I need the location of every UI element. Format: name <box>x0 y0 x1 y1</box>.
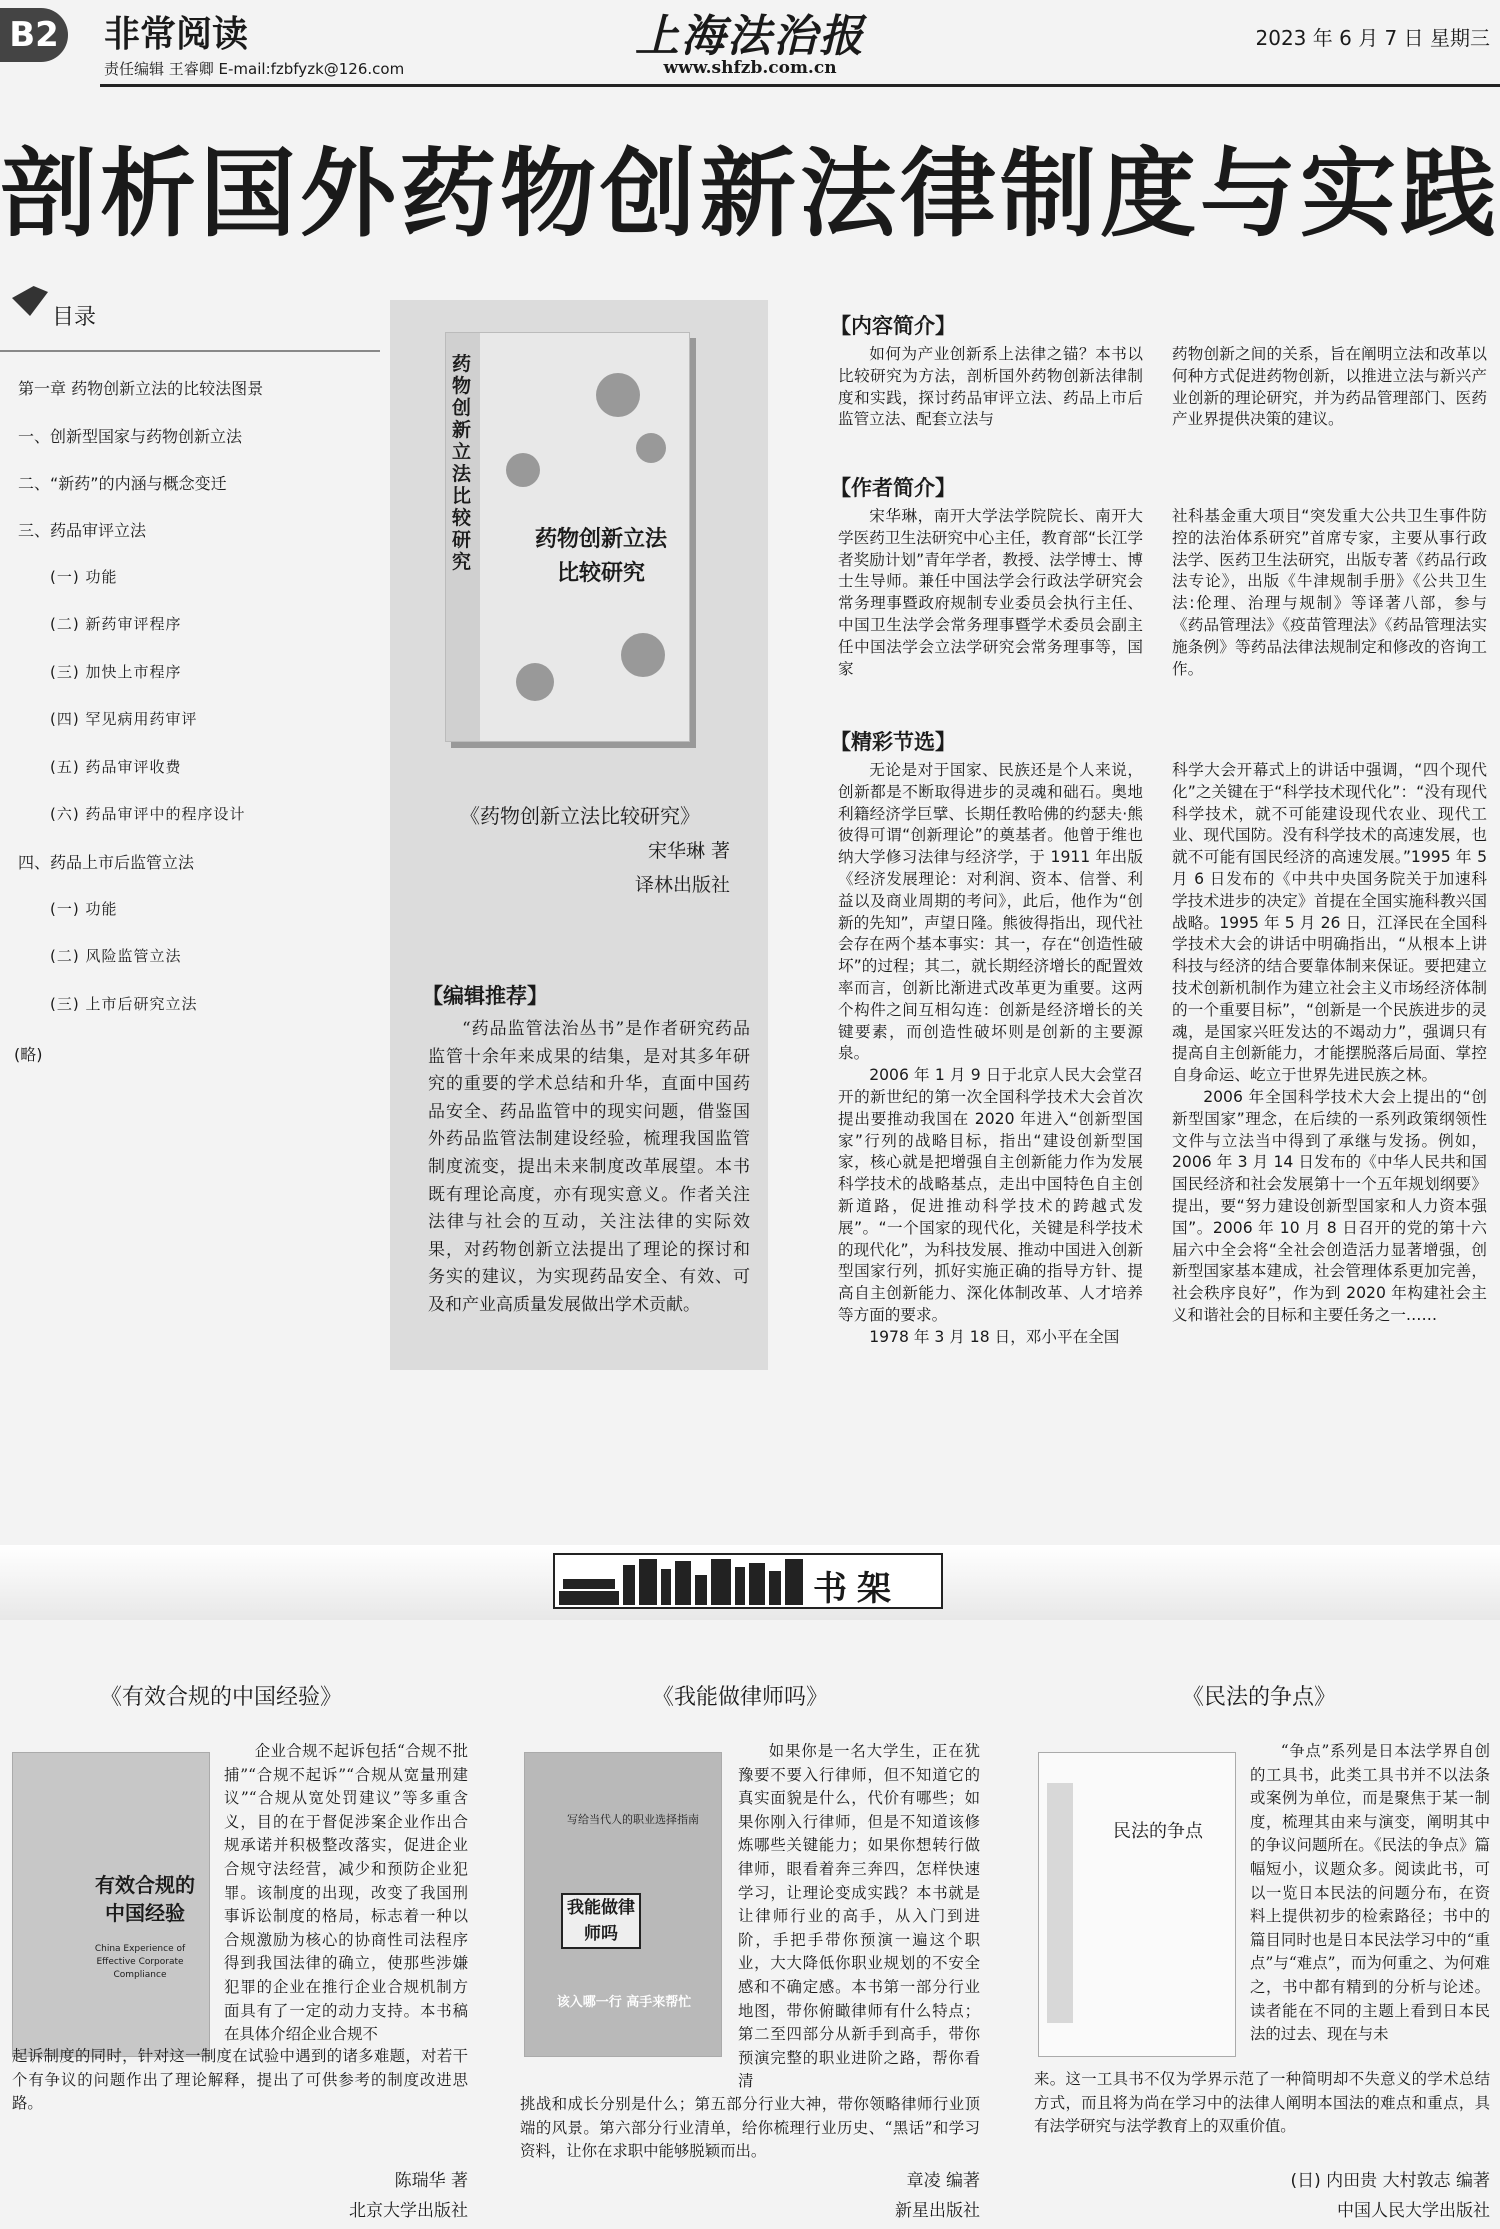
review-cover-title: 我能做律师吗 <box>561 1893 641 1949</box>
review-cover-subtitle: China Experience of Effective Corporate Compliance <box>94 1944 186 1980</box>
toc-item: (三) 加快上市程序 <box>50 663 182 681</box>
toc-item: (四) 罕见病用药审评 <box>50 710 198 728</box>
author-col-1 <box>838 506 1143 680</box>
book-author: 宋华琳 著 <box>647 840 730 862</box>
author-heading: 【作者简介】 <box>830 476 956 500</box>
review-body-cont <box>1034 2068 1490 2139</box>
content-col-1 <box>838 344 1143 431</box>
review-author: 陈瑞华 著 <box>394 2171 468 2191</box>
toc-item: (六) 药品审评中的程序设计 <box>50 805 246 823</box>
section-name: 非常阅读 <box>104 14 249 55</box>
paragraph: 挑战和成长分别是什么；第五部分行业大神，带你领略律师行业顶端的风景。第六部分行业清单，给你梳理行业历史、“黑话”和学习资料，让你在求职中能够脱颖而出。 <box>520 2095 980 2161</box>
website-link[interactable]: www.shfzb.com.cn <box>663 58 837 78</box>
content-col-2 <box>1172 344 1487 431</box>
review-cover <box>12 1752 210 2057</box>
paragraph: 1978 年 3 月 18 日，邓小平在全国 <box>869 1327 1120 1346</box>
newspaper-logo: 上海法治报 <box>635 11 865 62</box>
content-heading: 【内容简介】 <box>830 314 956 338</box>
review-body-cont <box>520 2093 980 2164</box>
toc-item: (一) 功能 <box>50 900 118 918</box>
review-cover <box>1038 1752 1236 2057</box>
shelf-label: 书架 <box>813 1569 901 1609</box>
review-body <box>1250 1740 1490 2047</box>
cover-spine-title: 药物创新立法比较研究 <box>452 353 472 573</box>
book-publisher: 译林出版社 <box>634 874 730 896</box>
review-body <box>224 1740 468 2047</box>
editor-line: 责任编辑 王睿卿 E-mail:fzbfyzk@126.com <box>104 60 405 78</box>
paragraph: 科学大会开幕式上的讲话中强调，“四个现代化”之关键在于“科学技术现代化”：“没有现代科学技术，就不可能建设现代农业、现代工业、现代国防。没有科学技术的高速发展，也就不可能有国民经济的高速发展。”1995 年 5 月 6 日发布的《中共中央国务院关于加速科学技术进步的决定》首提在全国实施科教兴国战略。1995 年 5 月 26 日，江泽民在全国科学技术大会的讲话中明确指出，“从根本上讲科技与经济的结合要靠体制来保证。要把建立技术创新机制作为建立社会主义市场经济体制的一个重要目标”，“创新是一个民族进步的灵魂，是国家兴旺发达的不竭动力”，强调只有提高自主创新能力，才能摆脱落后局面、掌控自身命运、屹立于世界先进民族之林。 <box>1172 761 1487 1085</box>
review-cover-subtitle: 写给当代人的职业选择指南 <box>567 1813 699 1826</box>
review-body <box>738 1740 980 2094</box>
toc-item: (一) 功能 <box>50 568 118 586</box>
bookshelf-icon <box>559 1559 809 1605</box>
review-title: 《有效合规的中国经验》 <box>100 1685 343 1710</box>
paragraph: 起诉制度的同时，针对这一制度在试验中遇到的诸多难题，对若干个有争议的问题作出了理论解释，提出了可供参考的制度改进思路。 <box>12 2047 468 2113</box>
review-publisher: 新星出版社 <box>895 2201 980 2221</box>
review-publisher: 中国人民大学出版社 <box>1337 2201 1490 2221</box>
review-title: 《我能做律师吗》 <box>652 1685 829 1710</box>
toc-title: 目录 <box>52 305 97 330</box>
review-title: 《民法的争点》 <box>1182 1685 1337 1710</box>
toc-item: (五) 药品审评收费 <box>50 758 182 776</box>
author-col-2 <box>1172 506 1487 680</box>
toc-item: 二、“新药”的内涵与概念变迁 <box>18 474 227 493</box>
paragraph: 企业合规不起诉包括“合规不批捕”“合规不起诉”“合规从宽量刑建议”“合规从宽处罚建议”等多重含义，目的在于督促涉案企业作出合规承诺并积极整改落实，促进企业合规守法经营，减少和预防企业犯罪。该制度的出现，改变了我国刑事诉讼制度的格局，标志着一种以合规激励为核心的协商性司法程序得到我国法律的确立，使那些涉嫌犯罪的企业在推行企业合规机制方面具有了一定的动力支持。本书稿在具体介绍企业合规不 <box>224 1742 468 2044</box>
paragraph: 如果你是一名大学生，正在犹豫要不要入行律师，但不知道它的真实面貌是什么，代价有哪些；如果你刚入行律师，但是不知道该修炼哪些关键能力；如果你想转行做律师，眼看着奔三奔四，怎样快速学习，让理论变成实践？本书就是让律师行业的高手，从入门到进阶，手把手带你预演一遍这个职业，大大降低你职业规划的不安全感和不确定感。本书第一部分行业地图，带你俯瞰律师有什么特点；第二至四部分从新手到高手，带你预演完整的职业进阶之路，帮你看清 <box>738 1742 980 2091</box>
toc-item: 第一章 药物创新立法的比较法图景 <box>18 379 264 398</box>
paragraph: 药物创新之间的关系，旨在阐明立法和改革以何种方式促进药物创新，以推进立法与新兴产业创新的理论研究，并为药品管理部门、医药产业界提供决策的建议。 <box>1172 345 1487 429</box>
paragraph: 社科基金重大项目“突发重大公共卫生事件防控的法治体系研究”首席专家，主要从事行政法学、医药卫生法研究，出版专著《药品行政法专论》，出版《牛津规制手册》《公共卫生法:伦理、治理与规制》等译著八部，参与《药品管理法》《疫苗管理法》《药品管理法实施条例》等药品法律法规制定和修改的咨询工作。 <box>1172 507 1487 678</box>
paragraph: 2006 年全国科学技术大会上提出的“创新型国家”理念，在后续的一系列政策纲领性文件与立法当中得到了承继与发扬。例如，2006 年 3 月 14 日发布的《中华人民共和国国民经济和社会发展第十一个五年规划纲要》提出，要“努力建设创新型国家和人力资本强国”。2006 年 10 月 8 日召开的党的第十六届六中全会将“全社会创造活力显著增强，创新型国家基本建成，社会管理体系更加完善，社会秩序良好”，作为到 2020 年构建社会主义和谐社会的目标和主要任务之一…… <box>1172 1087 1487 1324</box>
page-badge: B2 <box>0 8 68 62</box>
toc-item: 三、药品审评立法 <box>18 521 147 540</box>
paragraph: 2006 年 1 月 9 日于北京人民大会堂召开的新世纪的第一次全国科学技术大会首次提出要推动我国在 2020 年进入“创新型国家”行列的战略目标，指出“建设创新型国家，核心就是把增强自主创新能力作为发展科学技术的战略基点，走出中国特色自主创新道路，促进推动科学技术的跨越式发展”。“一个国家的现代化，关键是科学技术的现代化”，为科技发展、推动中国进入创新型国家行列，抓好实施正确的指导方针、提高自主创新能力、深化体制改革、人才培养等方面的要求。 <box>838 1066 1143 1324</box>
paragraph: “争点”系列是日本法学界自创的工具书，此类工具书并不以法条或案例为单位，而是聚焦于某一制度，梳理其由来与演变，阐明其中的争议问题所在。《民法的争点》篇幅短小，议题众多。阅读此书，可以一览日本民法的问题分布，在资料上提供初步的检索路径；书中的篇目同时也是日本民法学习中的“重点”与“难点”，而为何重之、为何难之，书中都有精到的分析与论述。读者能在不同的主题上看到日本民法的过去、现在与未 <box>1250 1742 1490 2044</box>
paragraph: 无论是对于国家、民族还是个人来说，创新都是不断取得进步的灵魂和础石。奥地利籍经济学巨擘、长期任教哈佛的约瑟夫·熊彼得可谓“创新理论”的奠基者。他曾于维也纳大学修习法律与经济学，于 1911 年出版《经济发展理论：对利润、资本、信誉、利益以及商业周期的考问》，此后，他作为“创新的先知”，声望日隆。熊彼得指出，现代社会存在两个基本事实：其一，存在“创造性破坏”的过程；其二，就长期经济增长的配置效率而言，创新比渐进式改革更为重要。这两个构件之间互相勾连：创新是经济增长的关键要素，而创造性破坏则是创新的主要源泉。 <box>838 761 1143 1063</box>
bookshelf-banner <box>553 1553 943 1609</box>
excerpt-col-1 <box>838 760 1143 1349</box>
recommend-heading: 【编辑推荐】 <box>422 984 548 1008</box>
review-cover-title: 有效合规的中国经验 <box>95 1873 195 1925</box>
toc-rule <box>0 350 380 352</box>
excerpt-col-2 <box>1172 760 1487 1327</box>
review-body-cont <box>12 2045 468 2116</box>
toc-item: (二) 风险监管立法 <box>50 947 182 965</box>
review-cover-tagline: 该入哪一行 高手来帮忙 <box>556 1995 692 2010</box>
paragraph: 宋华琳，南开大学法学院院长、南开大学医药卫生法研究中心主任，教育部“长江学者奖励计划”青年学者，教授、法学博士、博士生导师。兼任中国法学会行政法学研究会常务理事暨政府规制专业委员会执行主任、中国卫生法学会常务理事暨学术委员会副主任中国法学会立法学研究会常务理事等，国家 <box>838 507 1143 678</box>
book-icon <box>12 286 48 316</box>
toc-item: (三) 上市后研究立法 <box>50 995 198 1013</box>
page-headline: 剖析国外药物创新法律制度与实践 <box>0 138 1500 250</box>
header-rule <box>100 84 1500 87</box>
book-title: 《药物创新立法比较研究》 <box>460 804 700 828</box>
cover-title: 药物创新立法比较研究 <box>534 527 667 586</box>
excerpt-heading: 【精彩节选】 <box>830 730 956 754</box>
review-cover-title: 民法的争点 <box>1113 1821 1203 1842</box>
toc-item: 一、创新型国家与药物创新立法 <box>18 427 243 446</box>
review-author: (日) 内田贵 大村敦志 编著 <box>1290 2171 1490 2191</box>
issue-date: 2023 年 6 月 7 日 星期三 <box>1255 26 1490 50</box>
review-author: 章凌 编著 <box>906 2171 980 2191</box>
toc-item: (略) <box>14 1045 43 1064</box>
review-cover <box>524 1752 722 2057</box>
toc-item: (二) 新药审评程序 <box>50 615 182 633</box>
paragraph: 来。这一工具书不仅为学界示范了一种简明却不失意义的学术总结方式，而且将为尚在学习中的法律人阐明本国法的难点和重点，具有法学研究与法学教育上的双重价值。 <box>1034 2070 1490 2136</box>
recommend-text: “药品监管法治丛书”是作者研究药品监管十余年来成果的结集，是对其多年研究的重要的学术总结和升华，直面中国药品安全、药品监管中的现实问题，借鉴国外药品监管法制建设经验，梳理我国监管制度流变，提出未来制度改革展望。本书既有理论高度，亦有现实意义。作者关注法律与社会的互动，关注法律的实际效果，对药物创新立法提出了理论的探讨和务实的建议，为实现药品安全、有效、可及和产业高质量发展做出学术贡献。 <box>428 1019 750 1315</box>
review-publisher: 北京大学出版社 <box>349 2201 468 2221</box>
paragraph: 如何为产业创新系上法律之锚？本书以比较研究为方法，剖析国外药物创新法律制度和实践，探讨药品审评立法、药品上市后监管立法、配套立法与 <box>838 345 1143 429</box>
toc-item: 四、药品上市后监管立法 <box>18 853 195 872</box>
book-cover <box>445 332 690 742</box>
